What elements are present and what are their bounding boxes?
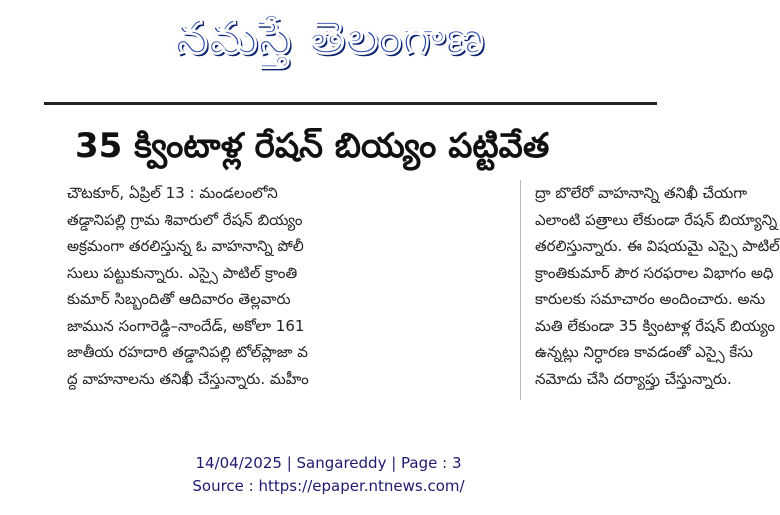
article-line: అక్రమంగా తరలిస్తున్న ఓ వాహనాన్ని పోలీ: [67, 237, 304, 255]
newspaper-masthead: [0, 0, 657, 82]
article-line: ఎలాంటి పత్రాలు లేకుండా రేషన్ బియ్యాన్ని: [535, 210, 778, 229]
article-line: జామున సంగారెడ్డి–నాందేడ్, అకోలా 161: [67, 316, 305, 335]
source-footer: [0, 452, 657, 498]
article-column-right: [535, 180, 780, 392]
article-line: క్రాంతికుమార్ పౌర సరఫరాల విభాగం అధి: [535, 263, 774, 282]
date-edition-line: 14/04/2025 | Sangareddy | Page : 3: [195, 454, 462, 472]
article-line: ద్రా బొలేరో వాహనాన్ని తనిఖీ చేయగా: [535, 184, 748, 202]
masthead-rule: [44, 102, 657, 105]
column-divider: [520, 180, 521, 400]
article-line: తరలిస్తున్నారు. ఈ విషయమై ఎస్సై పాటిల్: [535, 237, 780, 255]
article-line: నమోదు చేసి దర్యాప్తు చేస్తున్నారు.: [535, 369, 732, 388]
article-line: ఉన్నట్లు నిర్ధారణ కావడంతో ఎస్సై కేసు: [535, 343, 753, 361]
article-column-left: [67, 180, 367, 392]
article-line: ద్ద వాహనాలను తనిఖీ చేస్తున్నారు. మహీం: [67, 369, 309, 388]
article-line: కుమార్ సిబ్బందితో ఆదివారం తెల్లవారు: [67, 290, 291, 308]
article-line: చౌటకూర్, ఏప్రిల్ 13 : మండలంలోని: [67, 184, 278, 202]
article-line: జాతీయ రహదారి తడ్డానిపల్లి టోల్‌ప్లాజా వ: [67, 343, 308, 361]
article-clipping: [15, 80, 780, 430]
article-line: కారులకు సమాచారం అందించారు. అను: [535, 290, 766, 308]
article-line: తడ్డానిపల్లి గ్రామ శివారులో రేషన్ బియ్యం: [67, 210, 303, 229]
article-line: సులు పట్టుకున్నారు. ఎస్సై పాటిల్ క్రాంతి: [67, 263, 298, 282]
masthead-title: నమస్తే తెలంగాణ: [175, 10, 485, 64]
article-headline: 35 క్వింటాళ్ల రేషన్ బియ్యం పట్టివేత: [75, 126, 550, 166]
source-line: Source : https://epaper.ntnews.com/: [192, 477, 465, 495]
article-line: మతి లేకుండా 35 క్వింటాళ్ల రేషన్ బియ్యం: [535, 316, 775, 335]
